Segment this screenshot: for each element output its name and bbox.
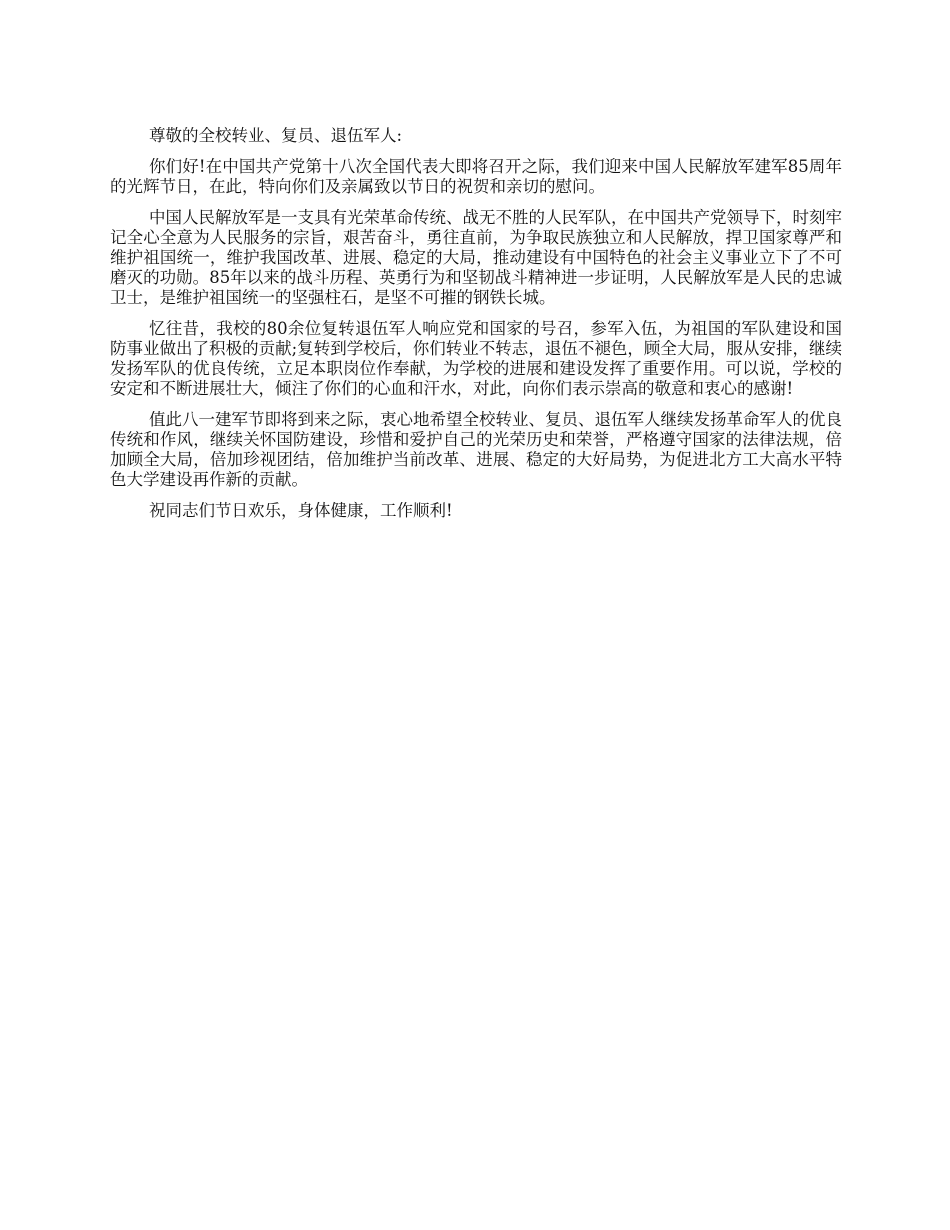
paragraph-pla-history: 中国人民解放军是一支具有光荣革命传统、战无不胜的人民军队，在中国共产党领导下，时刻牢记全心全意为人民服务的宗旨，艰苦奋斗，勇往直前，为争取民族独立和人民解放，捍卫国家尊严和维护祖国统一，维护我国改革、进展、稳定的大局，推动建设有中国特色的社会主义事业立下了不可磨灭的功勋。85年以来的战斗历程、英勇行为和坚韧战斗精神进一步证明，人民解放军是人民的忠诚卫士，是维护祖国统一的坚强柱石，是坚不可摧的钢铁长城。 xyxy=(110,208,842,307)
salutation: 尊敬的全校转业、复员、退伍军人: xyxy=(149,126,403,145)
paragraph-hopes: 值此八一建军节即将到来之际，衷心地希望全校转业、复员、退伍军人继续发扬革命军人的优良传统和作风，继续关怀国防建设，珍惜和爱护自己的光荣历史和荣誉，严格遵守国家的法律法规，倍加顾全大局，倍加珍视团结，倍加维护当前改革、进展、稳定的大好局势，为促进北方工大高水平特色大学建设再作新的贡献。 xyxy=(110,410,842,489)
paragraph-greeting: 你们好!在中国共产党第十八次全国代表大即将召开之际，我们迎来中国人民解放军建军85周年的光辉节日，在此，特向你们及亲属致以节日的祝贺和亲切的慰问。 xyxy=(110,157,842,196)
paragraph-veterans-contribution: 忆往昔，我校的80余位复转退伍军人响应党和国家的号召，参军入伍，为祖国的军队建设和国防事业做出了积极的贡献;复转到学校后，你们转业不转志，退伍不褪色，顾全大局，服从安排，继续发扬军队的优良传统，立足本职岗位作奉献，为学校的进展和建设发挥了重要作用。可以说，学校的安定和不断进展壮大，倾注了你们的心血和汗水，对此，向你们表示崇高的敬意和衷心的感谢! xyxy=(110,319,842,398)
closing-wishes: 祝同志们节日欢乐，身体健康，工作顺利! xyxy=(149,501,453,520)
document-page xyxy=(110,126,842,532)
